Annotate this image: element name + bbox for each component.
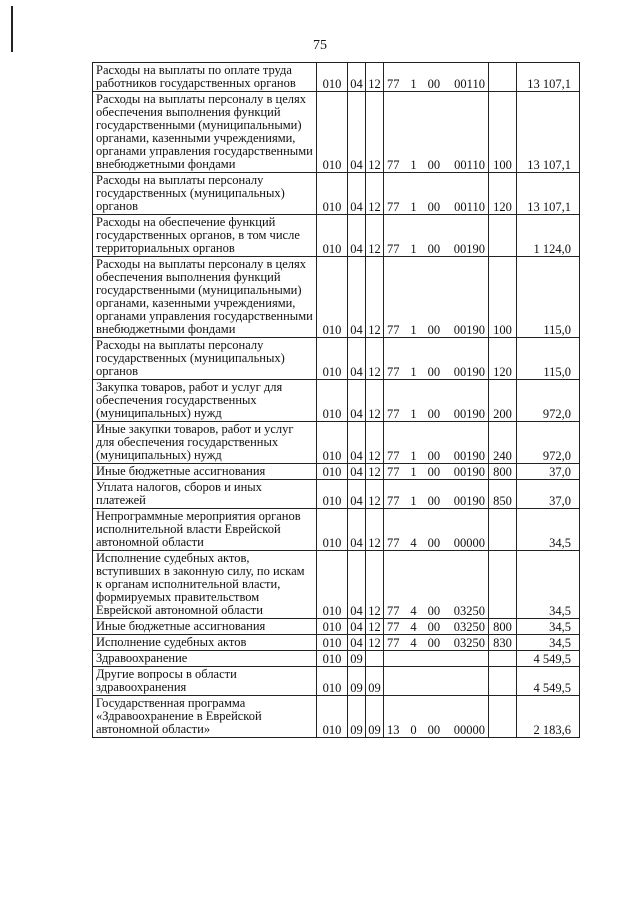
target-article-part: 03250 [453, 620, 485, 634]
grbs-code-cell: 010 [317, 92, 348, 173]
target-article-part: 1 [410, 365, 417, 379]
target-article-part: 77 [387, 77, 400, 91]
target-article-part: 00 [427, 242, 441, 256]
expense-type-cell [489, 215, 517, 257]
grbs-code-cell: 010 [317, 464, 348, 480]
amount-cell: 34,5 [517, 619, 580, 635]
grbs-code-cell: 010 [317, 338, 348, 380]
target-article-part: 1 [410, 200, 417, 214]
target-article-cell [384, 651, 489, 667]
target-article-part: 77 [387, 365, 400, 379]
target-article-part: 77 [387, 407, 400, 421]
table-row [93, 651, 580, 667]
target-article-part: 00 [427, 449, 441, 463]
table-row [93, 619, 580, 635]
expense-type-cell [489, 651, 517, 667]
expense-type-cell: 120 [489, 338, 517, 380]
grbs-code-cell: 010 [317, 667, 348, 696]
target-article-part: 00190 [453, 465, 485, 479]
target-article-part: 77 [387, 158, 400, 172]
subsection-code-cell: 12 [366, 63, 384, 92]
subsection-code-cell: 12 [366, 92, 384, 173]
expense-type-cell: 200 [489, 380, 517, 422]
table-row [93, 380, 580, 422]
section-code-cell: 04 [348, 422, 366, 464]
amount-cell: 34,5 [517, 635, 580, 651]
target-article-part: 00 [427, 536, 441, 550]
expense-name-cell: Иные бюджетные ассигнования [93, 464, 317, 480]
expense-type-cell: 100 [489, 92, 517, 173]
target-article-code [386, 637, 486, 650]
table-row [93, 480, 580, 509]
table-row [93, 696, 580, 738]
amount-cell: 34,5 [517, 509, 580, 551]
section-code-cell: 04 [348, 380, 366, 422]
target-article-part: 00110 [454, 200, 485, 214]
target-article-cell [384, 551, 489, 619]
section-code-cell: 04 [348, 215, 366, 257]
target-article-part: 1 [410, 77, 417, 91]
expense-type-cell [489, 667, 517, 696]
table-row [93, 257, 580, 338]
grbs-code-cell: 010 [317, 422, 348, 464]
target-article-code [386, 495, 486, 508]
target-article-part: 00 [427, 620, 441, 634]
section-code-cell: 04 [348, 551, 366, 619]
expense-type-cell: 120 [489, 173, 517, 215]
target-article-part: 00 [427, 723, 441, 737]
target-article-code [386, 537, 486, 550]
target-article-part: 13 [387, 723, 400, 737]
section-code-cell: 04 [348, 509, 366, 551]
expense-name-cell: Закупка товаров, работ и услуг для обеспечения государственных (муниципальных) нужд [93, 380, 317, 422]
target-article-cell [384, 173, 489, 215]
subsection-code-cell [366, 651, 384, 667]
amount-cell: 34,5 [517, 551, 580, 619]
table-row [93, 551, 580, 619]
target-article-part: 00190 [453, 365, 485, 379]
target-article-part: 4 [410, 620, 417, 634]
section-code-cell: 04 [348, 619, 366, 635]
amount-cell: 13 107,1 [517, 173, 580, 215]
target-article-cell [384, 380, 489, 422]
expense-type-cell [489, 509, 517, 551]
target-article-part: 1 [410, 407, 417, 421]
target-article-part: 77 [387, 604, 400, 618]
amount-cell: 115,0 [517, 257, 580, 338]
target-article-part: 00 [427, 158, 441, 172]
expense-name-cell: Иные закупки товаров, работ и услуг для обеспечения государственных (муниципальных) нужд [93, 422, 317, 464]
subsection-code-cell: 12 [366, 380, 384, 422]
expense-name-cell: Исполнение судебных актов, вступивших в законную силу, по искам к органам исполнительной власти, формируемых правительством Еврейской автономной области [93, 551, 317, 619]
target-article-code [386, 621, 486, 634]
target-article-code [386, 408, 486, 421]
target-article-part: 1 [410, 242, 417, 256]
target-article-part: 1 [410, 158, 417, 172]
target-article-part: 00 [427, 323, 441, 337]
target-article-code [386, 243, 486, 256]
subsection-code-cell: 12 [366, 338, 384, 380]
amount-cell: 13 107,1 [517, 63, 580, 92]
section-code-cell: 04 [348, 173, 366, 215]
expense-name-cell: Расходы на выплаты персоналу государственных (муниципальных) органов [93, 173, 317, 215]
grbs-code-cell: 010 [317, 257, 348, 338]
target-article-part: 1 [410, 449, 417, 463]
target-article-cell [384, 257, 489, 338]
target-article-cell [384, 509, 489, 551]
grbs-code-cell: 010 [317, 173, 348, 215]
target-article-cell [384, 667, 489, 696]
section-code-cell: 09 [348, 651, 366, 667]
target-article-part: 1 [410, 494, 417, 508]
subsection-code-cell: 12 [366, 635, 384, 651]
expense-type-cell: 800 [489, 619, 517, 635]
amount-cell: 972,0 [517, 380, 580, 422]
target-article-cell [384, 464, 489, 480]
target-article-part: 03250 [453, 604, 485, 618]
target-article-part: 00190 [453, 407, 485, 421]
section-code-cell: 04 [348, 480, 366, 509]
target-article-code [386, 78, 486, 91]
expense-type-cell: 240 [489, 422, 517, 464]
grbs-code-cell: 010 [317, 509, 348, 551]
table-row [93, 63, 580, 92]
expense-name-cell: Расходы на обеспечение функций государственных органов, в том числе территориальных органов [93, 215, 317, 257]
target-article-code [386, 605, 486, 618]
section-code-cell: 04 [348, 257, 366, 338]
target-article-part: 4 [410, 636, 417, 650]
expense-name-cell: Уплата налогов, сборов и иных платежей [93, 480, 317, 509]
target-article-part: 77 [387, 636, 400, 650]
target-article-part: 00190 [453, 242, 485, 256]
expense-type-cell [489, 63, 517, 92]
target-article-part: 00 [427, 365, 441, 379]
target-article-part: 00 [427, 636, 441, 650]
table-row [93, 173, 580, 215]
grbs-code-cell: 010 [317, 215, 348, 257]
target-article-part: 1 [410, 323, 417, 337]
target-article-part: 77 [387, 536, 400, 550]
section-code-cell: 04 [348, 464, 366, 480]
grbs-code-cell: 010 [317, 63, 348, 92]
table-row [93, 92, 580, 173]
budget-table-body [93, 63, 580, 738]
expense-name-cell: Расходы на выплаты персоналу государственных (муниципальных) органов [93, 338, 317, 380]
target-article-cell [384, 635, 489, 651]
section-code-cell: 09 [348, 696, 366, 738]
amount-cell: 2 183,6 [517, 696, 580, 738]
target-article-cell [384, 92, 489, 173]
target-article-code [386, 466, 486, 479]
target-article-code [386, 201, 486, 214]
table-row [93, 422, 580, 464]
expense-name-cell: Здравоохранение [93, 651, 317, 667]
expense-type-cell: 100 [489, 257, 517, 338]
target-article-code [386, 366, 486, 379]
target-article-part: 00 [427, 77, 441, 91]
table-row [93, 635, 580, 651]
grbs-code-cell: 010 [317, 635, 348, 651]
table-row [93, 464, 580, 480]
target-article-code [386, 324, 486, 337]
amount-cell: 972,0 [517, 422, 580, 464]
target-article-part: 77 [387, 449, 400, 463]
amount-cell: 1 124,0 [517, 215, 580, 257]
target-article-cell [384, 215, 489, 257]
amount-cell: 37,0 [517, 464, 580, 480]
grbs-code-cell: 010 [317, 480, 348, 509]
expense-type-cell: 800 [489, 464, 517, 480]
table-row [93, 509, 580, 551]
target-article-part: 77 [387, 200, 400, 214]
subsection-code-cell: 12 [366, 215, 384, 257]
expense-name-cell: Исполнение судебных актов [93, 635, 317, 651]
target-article-code [386, 450, 486, 463]
target-article-cell [384, 63, 489, 92]
target-article-part: 00110 [454, 77, 485, 91]
expense-name-cell: Расходы на выплаты по оплате труда работников государственных органов [93, 63, 317, 92]
subsection-code-cell: 12 [366, 422, 384, 464]
target-article-part: 00 [427, 407, 441, 421]
target-article-part: 00 [427, 200, 441, 214]
expense-type-cell [489, 551, 517, 619]
table-row [93, 338, 580, 380]
expense-type-cell: 850 [489, 480, 517, 509]
amount-cell: 37,0 [517, 480, 580, 509]
section-code-cell: 04 [348, 92, 366, 173]
grbs-code-cell: 010 [317, 619, 348, 635]
expense-name-cell: Расходы на выплаты персоналу в целях обеспечения выполнения функций государственными (муниципальными) органами, казенными учреждениями, органами управления государственными внебюджетными фондами [93, 92, 317, 173]
budget-table [92, 62, 580, 738]
subsection-code-cell: 12 [366, 509, 384, 551]
table-row [93, 215, 580, 257]
section-code-cell: 04 [348, 635, 366, 651]
subsection-code-cell: 12 [366, 551, 384, 619]
grbs-code-cell: 010 [317, 696, 348, 738]
subsection-code-cell: 12 [366, 173, 384, 215]
target-article-part: 00000 [453, 536, 485, 550]
target-article-part: 1 [410, 465, 417, 479]
target-article-cell [384, 696, 489, 738]
target-article-cell [384, 338, 489, 380]
target-article-part: 00190 [453, 449, 485, 463]
expense-name-cell: Государственная программа «Здравоохранение в Еврейской автономной области» [93, 696, 317, 738]
section-code-cell: 04 [348, 63, 366, 92]
expense-name-cell: Непрограммные мероприятия органов исполнительной власти Еврейской автономной области [93, 509, 317, 551]
target-article-part: 00190 [453, 494, 485, 508]
expense-name-cell: Другие вопросы в области здравоохранения [93, 667, 317, 696]
expense-type-cell: 830 [489, 635, 517, 651]
subsection-code-cell: 09 [366, 667, 384, 696]
target-article-part: 00110 [454, 158, 485, 172]
grbs-code-cell: 010 [317, 551, 348, 619]
section-code-cell: 04 [348, 338, 366, 380]
grbs-code-cell: 010 [317, 380, 348, 422]
target-article-part: 4 [410, 536, 417, 550]
amount-cell: 4 549,5 [517, 651, 580, 667]
target-article-part: 77 [387, 494, 400, 508]
target-article-cell [384, 619, 489, 635]
amount-cell: 13 107,1 [517, 92, 580, 173]
target-article-part: 77 [387, 465, 400, 479]
target-article-part: 00190 [453, 323, 485, 337]
target-article-part: 03250 [453, 636, 485, 650]
table-row [93, 667, 580, 696]
target-article-part: 0 [410, 723, 417, 737]
target-article-part: 00 [427, 494, 441, 508]
target-article-code [386, 159, 486, 172]
target-article-part: 00 [427, 465, 441, 479]
expense-name-cell: Расходы на выплаты персоналу в целях обеспечения выполнения функций государственными (муниципальными) органами, казенными учреждениями, органами управления государственными внебюджетными фондами [93, 257, 317, 338]
target-article-part: 00000 [453, 723, 485, 737]
amount-cell: 115,0 [517, 338, 580, 380]
section-code-cell: 09 [348, 667, 366, 696]
target-article-part: 4 [410, 604, 417, 618]
expense-name-cell: Иные бюджетные ассигнования [93, 619, 317, 635]
target-article-part: 77 [387, 620, 400, 634]
expense-type-cell [489, 696, 517, 738]
target-article-code [386, 724, 486, 737]
target-article-part: 00 [427, 604, 441, 618]
target-article-cell [384, 480, 489, 509]
target-article-part: 77 [387, 242, 400, 256]
page-number: 75 [313, 38, 327, 53]
target-article-cell [384, 422, 489, 464]
subsection-code-cell: 12 [366, 480, 384, 509]
target-article-part: 77 [387, 323, 400, 337]
subsection-code-cell: 12 [366, 619, 384, 635]
amount-cell: 4 549,5 [517, 667, 580, 696]
subsection-code-cell: 09 [366, 696, 384, 738]
subsection-code-cell: 12 [366, 464, 384, 480]
grbs-code-cell: 010 [317, 651, 348, 667]
subsection-code-cell: 12 [366, 257, 384, 338]
